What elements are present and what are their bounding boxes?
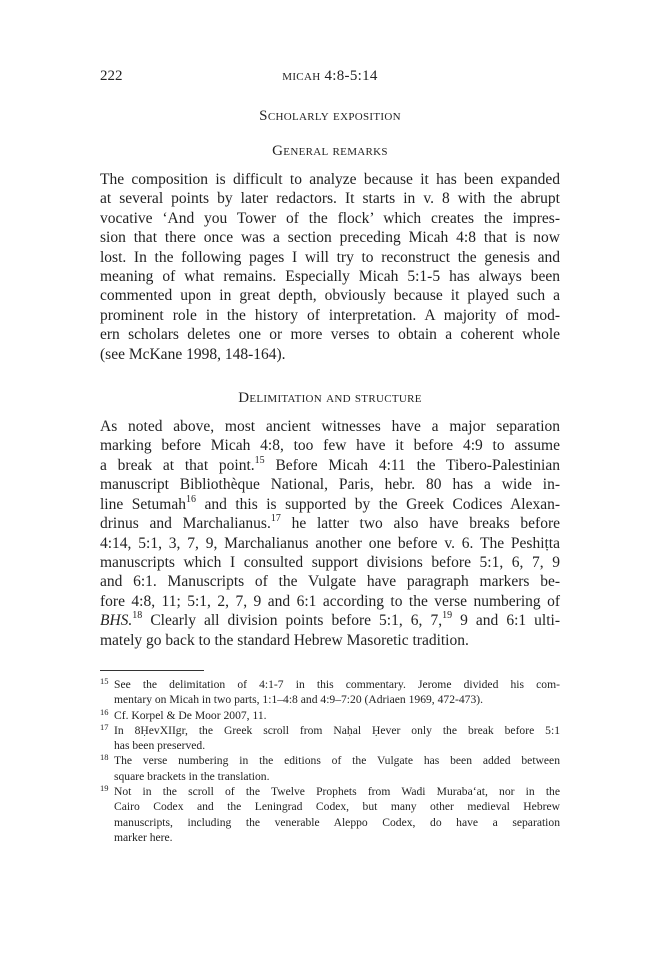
- text-line: As noted above, most ancient witnesses have a major separation: [100, 418, 560, 436]
- footnote-ref-16[interactable]: 16: [185, 493, 196, 505]
- text-line: mately go back to the standard Hebrew Masoretic tradition.: [100, 631, 469, 649]
- footnote-ref-17[interactable]: 17: [270, 512, 281, 524]
- text-line: sion that there once was a section preceding Micah 4:8 that is now: [100, 229, 560, 247]
- footnote-line: manuscripts, including the venerable Aleppo Codex, do have a separation: [114, 815, 560, 829]
- text-run: line Setumah: [100, 495, 186, 513]
- footnote-line: Not in the scroll of the Twelve Prophets from Wadi Muraba‘at, nor in the: [114, 785, 560, 799]
- footnote-16: [100, 708, 560, 723]
- page-number: 222: [100, 68, 123, 84]
- footnote-line: marker here.: [114, 830, 173, 844]
- footnote-text: [114, 723, 560, 754]
- text-line: ern scholars deletes one or more verses to obtain a coherent whole: [100, 326, 560, 344]
- running-header: [100, 60, 560, 82]
- text-line: commented upon in great depth, obviously because it played such a: [100, 287, 560, 305]
- footnote-text: [114, 753, 560, 784]
- paragraph-general-remarks: [100, 170, 560, 364]
- text-run: 9 and 6:1 ulti-: [452, 612, 560, 630]
- text-line: fore 4:8, 11; 5:1, 2, 7, 9 and 6:1 according to the verse numbering of: [100, 592, 560, 610]
- text-line: (see McKane 1998, 148-164).: [100, 345, 286, 363]
- footnote-15: [100, 677, 560, 708]
- footnote-line: square brackets in the translation.: [114, 769, 270, 783]
- footnote-divider: [100, 670, 204, 671]
- text-line: manuscripts which I consulted support divisions before 5:1, 6, 7, 9: [100, 553, 560, 571]
- text-line: The composition is difficult to analyze because it has been expanded: [100, 171, 560, 188]
- text-line: meaning of what remains. Especially Micah 5:1-5 has always been: [100, 268, 560, 286]
- footnote-mark: 19: [100, 783, 109, 794]
- book-page: [100, 60, 560, 845]
- text-line: 4:14, 5:1, 3, 7, 9, Marchalianus another one before v. 6. The Peshiṭta: [100, 534, 560, 552]
- text-line: marking before Micah 4:8, too few have it before 4:9 to assume: [100, 437, 560, 455]
- text-line: [100, 456, 560, 475]
- running-head: micah 4:8-5:14: [282, 68, 378, 84]
- text-line: manuscript Bibliothèque National, Paris, hebr. 80 has a wide in-: [100, 476, 560, 494]
- footnote-text: [114, 677, 560, 708]
- footnote-text: [114, 708, 560, 723]
- text-line: [100, 514, 560, 533]
- text-run: Clearly all division points before 5:1, 6, 7,: [142, 612, 443, 630]
- footnote-mark: 16: [100, 706, 109, 717]
- text-run: Before Micah 4:11 the Tibero-Palestinian: [264, 456, 560, 474]
- footnote-line: Cairo Codex and the Leningrad Codex, but many other medieval Hebrew: [114, 800, 560, 814]
- text-run: a break at that point.: [100, 456, 255, 474]
- text-run-italic: BHS.: [100, 612, 133, 630]
- footnote-line: mentary on Micah in two parts, 1:1–4:8 and 4:9–7:20 (Adriaen 1969, 472-473).: [114, 693, 484, 707]
- text-run: drinus and Marchalianus.: [100, 515, 271, 533]
- subsection-title-general-remarks: General remarks: [272, 143, 388, 159]
- text-run: and this is supported by the Greek Codices Alexan-: [195, 495, 560, 513]
- text-line: [100, 495, 560, 514]
- footnote-line: Cf. Korpel & De Moor 2007, 11.: [114, 708, 267, 722]
- footnote-18: [100, 753, 560, 784]
- footnote-text: [114, 784, 560, 845]
- footnote-ref-19[interactable]: 19: [442, 609, 453, 621]
- footnote-line: The verse numbering in the editions of the Vulgate has been added between: [114, 754, 560, 768]
- text-line: [100, 611, 560, 630]
- footnote-line: has been preserved.: [114, 739, 206, 753]
- text-run: he latter two also have breaks before: [280, 515, 560, 533]
- text-line: prominent role in the history of interpretation. A majority of mod-: [100, 306, 560, 324]
- footnote-mark: 15: [100, 675, 109, 686]
- text-line: lost. In the following pages I will try to reconstruct the genesis and: [100, 248, 560, 266]
- paragraph-delimitation: [100, 417, 560, 650]
- footnote-ref-15[interactable]: 15: [254, 454, 265, 466]
- footnote-ref-18[interactable]: 18: [132, 609, 143, 621]
- footnote-19: [100, 784, 560, 845]
- text-line: and 6:1. Manuscripts of the Vulgate have paragraph markers be-: [100, 573, 560, 591]
- footnote-mark: 18: [100, 752, 109, 763]
- footnotes: [100, 677, 560, 845]
- footnote-17: [100, 723, 560, 754]
- footnote-line: In 8ḤevXIIgr, the Greek scroll from Naḥal Ḥever only the break before 5:1: [114, 723, 560, 737]
- subsection-title-delimitation: Delimitation and structure: [238, 390, 422, 407]
- section-title: Scholarly exposition: [259, 108, 401, 124]
- footnote-mark: 17: [100, 721, 109, 732]
- text-line: vocative ‘And you Tower of the flock’ which creates the impres-: [100, 209, 560, 227]
- footnote-line: See the delimitation of 4:1-7 in this commentary. Jerome divided his com-: [114, 677, 560, 691]
- text-line: at several points by later redactors. It starts in v. 8 with the abrupt: [100, 190, 560, 208]
